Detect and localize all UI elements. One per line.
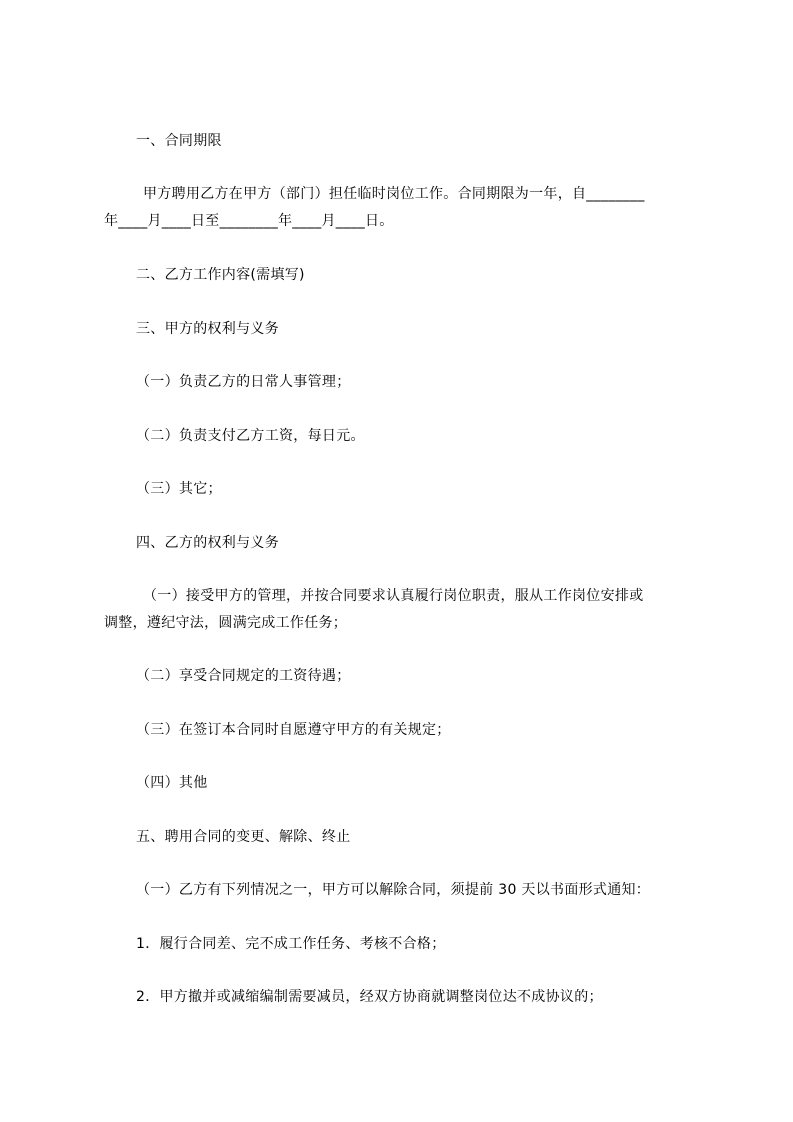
heading-contract-change: 五、聘用合同的变更、解除、终止 — [136, 829, 351, 845]
heading-contract-term: 一、合同期限 — [136, 133, 222, 149]
heading-party-a-rights: 三、甲方的权利与义务 — [136, 321, 279, 337]
paragraph-contract-term-dates: 年____月____日至________年____月____日。 — [104, 213, 394, 229]
item-party-b-3: （三）在签订本合同时自愿遵守甲方的有关规定； — [136, 722, 451, 738]
item-party-b-1: （一）接受甲方的管理，并按合同要求认真履行岗位职责，服从工作岗位安排或 — [143, 588, 644, 604]
item-party-a-3: （三）其它； — [136, 481, 222, 497]
heading-work-content: 二、乙方工作内容(需填写) — [136, 267, 305, 283]
item-party-a-2: （二）负责支付乙方工资，每日元。 — [136, 428, 365, 444]
item-termination-1-1: 1．履行合同差、完不成工作任务、考核不合格； — [136, 936, 446, 952]
item-termination-1: （一）乙方有下列情况之一，甲方可以解除合同，须提前 30 天以书面形式通知： — [136, 882, 651, 898]
item-party-b-4: （四）其他 — [136, 775, 208, 791]
item-party-b-2: （二）享受合同规定的工资待遇； — [136, 668, 351, 684]
item-party-b-1-cont: 调整，遵纪守法，圆满完成工作任务； — [104, 615, 348, 631]
item-party-a-1: （一）负责乙方的日常人事管理； — [136, 374, 351, 390]
paragraph-contract-term: 甲方聘用乙方在甲方（部门）担任临时岗位工作。合同期限为一年，自________ — [143, 186, 645, 202]
item-termination-1-2: 2．甲方撤并或减缩编制需要减员，经双方协商就调整岗位达不成协议的； — [136, 989, 603, 1005]
heading-party-b-rights: 四、乙方的权利与义务 — [136, 535, 279, 551]
